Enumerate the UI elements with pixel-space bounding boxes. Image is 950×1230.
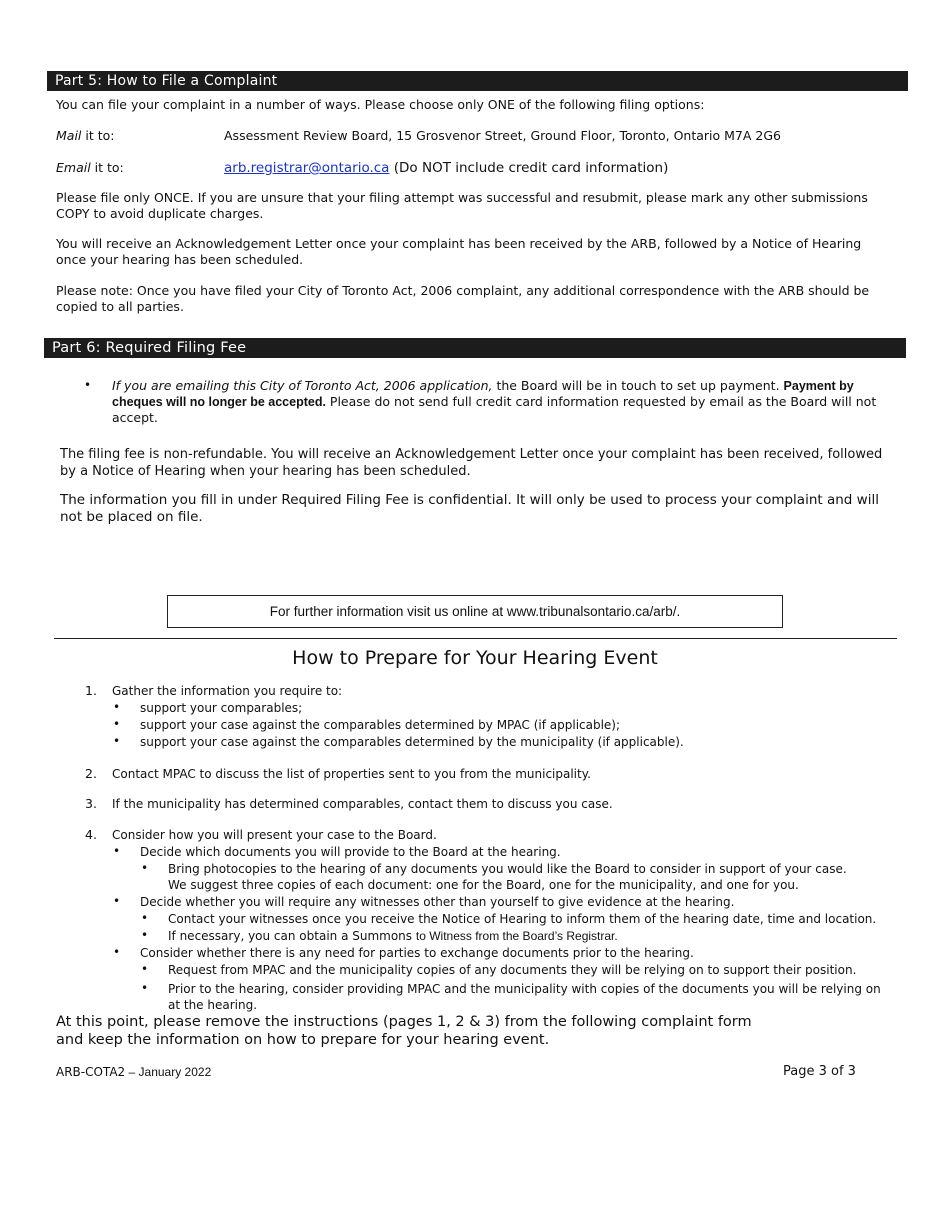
info-box: For further information visit us online at www.tribunalsontario.ca/arb/. — [167, 595, 783, 628]
para-fee: The filing fee is non-refundable. You will receive an Acknowledgement Letter once your complaint has been received, followed by a Notice of Hearing when your hearing has been scheduled. — [60, 447, 883, 479]
part5-header: Part 5: How to File a Complaint — [47, 71, 908, 91]
email-line — [224, 160, 668, 176]
item4-c: Consider whether there is any need for parties to exchange documents prior to the hearing. — [140, 946, 694, 960]
item1-sub-2: support your case against the comparables determined by MPAC (if applicable); — [140, 718, 621, 732]
item2-text: Contact MPAC to discuss the list of properties sent to you from the municipality. — [112, 767, 591, 781]
mail-address: Assessment Review Board, 15 Grosvenor Street, Ground Floor, Toronto, Ontario M7A 2G6 — [224, 128, 781, 143]
para-confidential: The information you fill in under Required Filing Fee is confidential. It will only be used to process your complaint and will not be placed on file. — [60, 492, 879, 525]
page-number: Page 3 of 3 — [783, 1064, 856, 1079]
mail-label: Mail — [56, 128, 82, 143]
closing-line-2: and keep the information on how to prepare for your hearing event. — [56, 1032, 550, 1048]
para-acknowledgement: You will receive an Acknowledgement Letter once your complaint has been received by the ARB, followed by a Notice of Hearing once your hearing has been scheduled. — [56, 236, 862, 267]
item1-sub-bullet: • — [113, 734, 121, 748]
form-date: – January 2022 — [125, 1065, 212, 1079]
divider — [54, 638, 897, 639]
item4-a1-line1: Bring photocopies to the hearing of any documents you would like the Board to consider in support of your case. — [168, 862, 847, 876]
email-link[interactable]: arb.registrar@ontario.ca — [224, 160, 390, 176]
email-label: Email — [56, 160, 91, 175]
item1-text: Gather the information you require to: — [112, 684, 343, 698]
part6-bullet-italic: If you are emailing this City of Toronto Act, 2006 application, — [112, 378, 493, 393]
part5-intro: You can file your complaint in a number of ways. Please choose only ONE of the following filing options: — [56, 97, 705, 112]
item4-sub-bullet: • — [141, 962, 149, 976]
part6-header: Part 6: Required Filing Fee — [44, 338, 906, 358]
item4-sub-bullet: • — [141, 981, 149, 995]
item3-num: 3. — [85, 796, 97, 811]
item4-c2: Prior to the hearing, consider providing MPAC and the municipality with copies of the documents you will be relying on at the hearing. — [168, 982, 881, 1012]
prepare-title: How to Prepare for Your Hearing Event — [292, 647, 658, 669]
item4-b2-end: to Witness from the Board’s Registrar. — [415, 929, 618, 943]
form-id: ARB-COTA2 — [56, 1065, 126, 1079]
item1-sub-3: support your case against the comparables determined by the municipality (if applicable). — [140, 735, 684, 749]
mail-option — [56, 128, 114, 144]
item4-sub-bullet: • — [141, 911, 149, 925]
item4-bullet: • — [113, 844, 121, 858]
part6-bullet-bold: Payment by cheques will no longer be accepted. — [112, 379, 854, 409]
part6-bullet-text — [112, 378, 892, 426]
item4-sub-bullet: • — [141, 861, 149, 875]
mail-suffix: it to: — [81, 128, 115, 143]
para-please-note: Please note: Once you have filed your City of Toronto Act, 2006 complaint, any additional correspondence with the ARB should be copied to all parties. — [56, 283, 870, 314]
footer-form-id — [56, 1064, 211, 1080]
item1-sub-1: support your comparables; — [140, 701, 303, 715]
part6-bullet-dot: • — [84, 378, 92, 392]
item4-c1: Request from MPAC and the municipality copies of any documents they will be relying on to support their position. — [168, 963, 857, 977]
email-option — [56, 160, 124, 176]
para-file-once: Please file only ONCE. If you are unsure that your filing attempt was successful and resubmit, please mark any other submissions COPY to avoid duplicate charges. — [56, 190, 868, 221]
email-note: (Do NOT include credit card information) — [389, 160, 669, 176]
item2-num: 2. — [85, 766, 97, 781]
closing-line-1: At this point, please remove the instructions (pages 1, 2 & 3) from the following complaint form — [56, 1014, 752, 1030]
email-suffix: it to: — [90, 160, 124, 175]
item4-a1-line2: We suggest three copies of each document: one for the Board, one for the municipality, and one for you. — [168, 878, 799, 892]
item1-sub-bullet: • — [113, 700, 121, 714]
item4-b: Decide whether you will require any witnesses other than yourself to give evidence at the hearing. — [140, 895, 735, 909]
part6-bullet-mid: the Board will be in touch to set up payment. — [492, 378, 784, 393]
part6-bullet-end: Please do not send full credit card information requested by email as the Board will not accept. — [112, 394, 877, 425]
item4-b2-start: If necessary, you can obtain a Summons — [168, 929, 416, 943]
item4-sub-bullet: • — [141, 928, 149, 942]
item4-text: Consider how you will present your case to the Board. — [112, 828, 437, 842]
item4-a: Decide which documents you will provide to the Board at the hearing. — [140, 845, 561, 859]
item1-sub-bullet: • — [113, 717, 121, 731]
item4-num: 4. — [85, 827, 97, 842]
item4-bullet: • — [113, 945, 121, 959]
item1-num: 1. — [85, 683, 97, 698]
item4-bullet: • — [113, 894, 121, 908]
item4-b2 — [168, 928, 618, 944]
item4-b1: Contact your witnesses once you receive the Notice of Hearing to inform them of the hearing date, time and location. — [168, 912, 877, 926]
item3-text: If the municipality has determined comparables, contact them to discuss you case. — [112, 797, 613, 811]
